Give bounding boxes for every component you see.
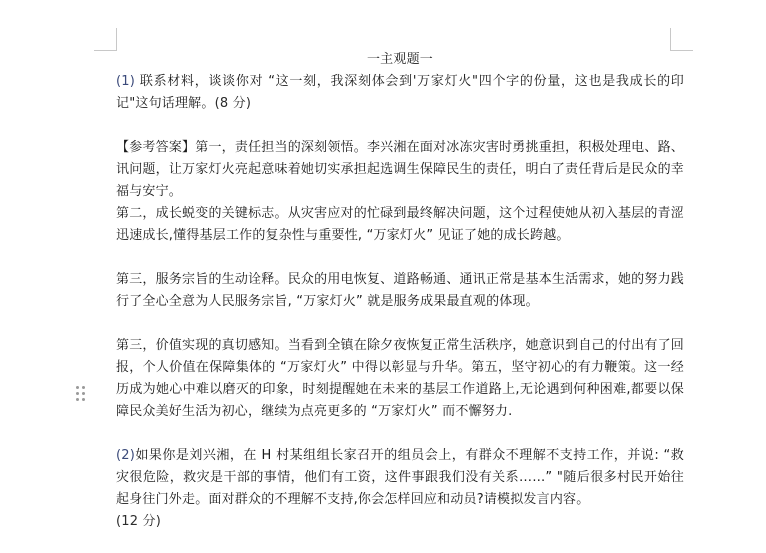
answer-paragraph-3: 第三，服务宗旨的生动诠释。民众的用电恢复、道路畅通、通讯正常是基本生活需求，她的努力践行了全心全意为人民服务宗旨, “万家灯火” 就是服务成果最直观的体现。: [116, 272, 684, 309]
document-body[interactable]: [116, 49, 684, 533]
page-corner-mark-top-left: [94, 28, 117, 51]
answer-paragraph-2: 第二，成长蜕变的关键标志。从灾害应对的忙碌到最终解决问题，这个过程使她从初入基层的青涩迅速成长,懂得基层工作的复杂性与重要性, “万家灯火” 见证了她的成长跨越。: [116, 206, 684, 243]
drag-handle-icon[interactable]: [76, 386, 86, 404]
page-corner-mark-top-right: [670, 28, 693, 51]
blank-line: [116, 313, 684, 335]
question-1-number: (1): [116, 74, 136, 89]
answer-paragraph-1: 【参考答案】第一，责任担当的深刻领悟。李兴湘在面对冰冻灾害时勇挑重担，积极处理电、路、讯问题，让万家灯火亮起意味着她切实承担起选调生保障民生的责任，明白了责任背后是民众的幸福与安宁。: [116, 140, 684, 199]
question-1: [116, 71, 684, 115]
question-2: [116, 445, 684, 511]
question-1-score: (8 分): [214, 96, 252, 111]
blank-line: [116, 423, 684, 445]
question-2-score: (12 分): [116, 514, 162, 529]
question-2-text: 如果你是刘兴湘，在 H 村某组组长家召开的组员会上，有群众不理解不支持工作，并说: “救灾很危险，救灾是干部的事情，他们有工资，这件事跟我们没有关系……” "随后很多村民开始往起身往门外走。面对群众的不理解不支持,你会怎样回应和动员?请模拟发言内容。: [116, 448, 684, 507]
question-2-number: (2): [116, 448, 136, 463]
section-title: 一主观题一: [366, 52, 433, 67]
blank-line: [116, 115, 684, 137]
blank-line: [116, 247, 684, 269]
answer-paragraph-4: 第三，价值实现的真切感知。当看到全镇在除夕夜恢复正常生活秩序，她意识到自己的付出有了回报，个人价值在保障集体的 “万家灯火” 中得以彰显与升华。第五，坚守初心的有力鞭策。这一经历成为她心中难以磨灭的印象，时刻提醒她在未来的基层工作道路上,无论遇到何种困难,都要以保障民众美好生活为初心，继续为点亮更多的 “万家灯火” 而不懈努力.: [116, 338, 684, 419]
question-1-text: 联系材料，谈谈你对 “这一刻，我深刻体会到'万家灯火"四个字的份量，这也是我成长的印记"这句话理解。: [116, 74, 684, 111]
